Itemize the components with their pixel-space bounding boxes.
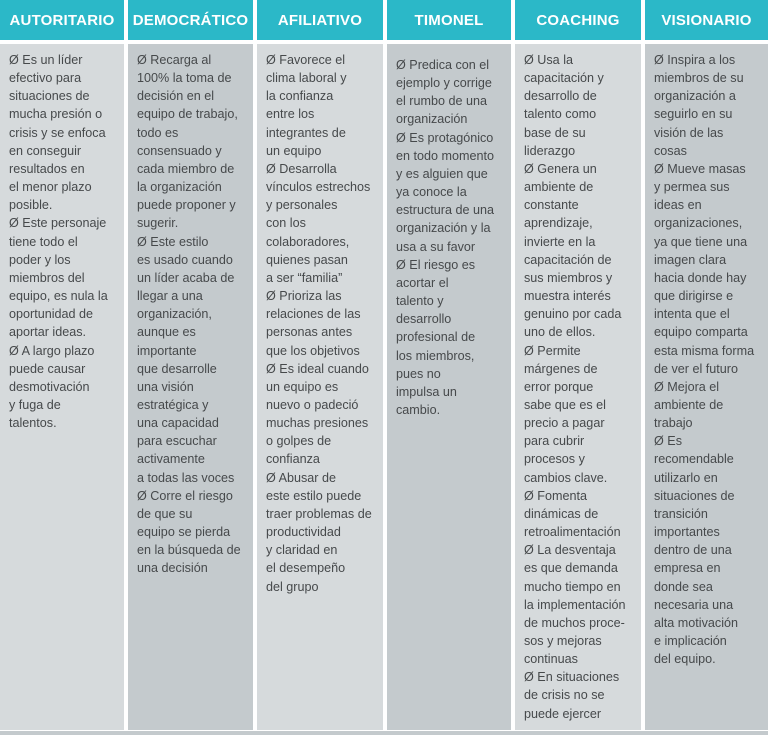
- text-line: genuino por cada: [524, 307, 622, 322]
- text-line: de crisis no se: [524, 688, 605, 703]
- text-line: Ø Es ideal cuando: [266, 361, 369, 376]
- text-line: equipo se pierda: [137, 525, 231, 540]
- column-text: [387, 44, 511, 419]
- text-line: organización y la: [396, 221, 491, 236]
- text-line: resultados en: [9, 161, 85, 176]
- text-line: desmotivación: [9, 379, 90, 394]
- text-line: efectivo para: [9, 71, 82, 86]
- text-line: que dirigirse e: [654, 289, 734, 304]
- text-line: miembros de su: [654, 71, 744, 86]
- text-line: un equipo: [266, 143, 322, 158]
- text-line: 100% la toma de: [137, 71, 232, 86]
- text-line: y fuga de: [9, 397, 61, 412]
- text-line: organización a: [654, 89, 736, 104]
- text-line: un equipo es: [266, 379, 339, 394]
- text-line: muchas presiones: [266, 416, 369, 431]
- text-line: un líder acaba de: [137, 270, 235, 285]
- text-line: Ø Predica con el: [396, 58, 490, 72]
- text-line: Ø Recarga al: [137, 53, 212, 67]
- text-line: de que su: [137, 506, 193, 521]
- text-line: activamente: [137, 452, 205, 467]
- text-line: ejemplo y corrige: [396, 76, 492, 91]
- text-line: en todo momento: [396, 148, 495, 163]
- text-line: que los objetivos: [266, 343, 360, 358]
- text-line: poder y los: [9, 252, 71, 267]
- text-line: Ø Abusar de: [266, 470, 337, 485]
- text-line: recomendable: [654, 452, 734, 467]
- column-timonel: [387, 0, 511, 735]
- text-line: muestra interés: [524, 289, 611, 304]
- text-line: relaciones de las: [266, 307, 361, 322]
- column-coaching: [515, 0, 641, 735]
- text-line: mucho tiempo en: [524, 579, 621, 594]
- text-line: visión de las: [654, 125, 724, 140]
- text-line: es que demanda: [524, 561, 618, 576]
- text-line: cambios clave.: [524, 470, 608, 485]
- text-line: capacitación y: [524, 71, 604, 86]
- column-body: [387, 44, 511, 730]
- text-line: es usado cuando: [137, 252, 233, 267]
- text-line: aunque es: [137, 325, 196, 340]
- text-line: Ø Este estilo: [137, 234, 209, 249]
- text-line: que desarrolle: [137, 361, 217, 376]
- text-line: Ø Mueve masas: [654, 161, 746, 176]
- text-line: organización: [396, 112, 468, 127]
- text-line: el menor plazo: [9, 180, 92, 195]
- text-line: Ø En situaciones: [524, 670, 620, 685]
- text-line: retroalimentación: [524, 525, 621, 540]
- text-line: alta motivación: [654, 615, 738, 630]
- text-line: Ø Genera un: [524, 161, 597, 176]
- text-line: dentro de una: [654, 543, 732, 558]
- text-line: con los: [266, 216, 306, 231]
- text-line: utilizarlo en: [654, 470, 718, 485]
- column-text: [645, 44, 768, 668]
- text-line: base de su: [524, 125, 586, 140]
- text-line: y claridad en: [266, 543, 338, 558]
- column-afiliativo: [257, 0, 383, 735]
- text-line: tiene todo el: [9, 234, 78, 249]
- text-line: los miembros,: [396, 348, 475, 363]
- text-line: personas antes: [266, 325, 353, 340]
- column-header: COACHING: [515, 0, 641, 40]
- text-line: la organización: [137, 180, 222, 195]
- text-line: integrantes de: [266, 125, 346, 140]
- text-line: en la búsqueda de: [137, 543, 241, 558]
- text-line: crisis y se enfoca: [9, 125, 106, 140]
- text-line: Ø Mejora el: [654, 379, 720, 394]
- text-line: estructura de una: [396, 203, 495, 218]
- text-line: ya que tiene una: [654, 234, 748, 249]
- text-line: una visión: [137, 379, 194, 394]
- text-line: Ø El riesgo es: [396, 257, 476, 272]
- text-line: Ø Fomenta: [524, 488, 587, 503]
- text-line: miembros del: [9, 270, 85, 285]
- text-line: el rumbo de una: [396, 94, 488, 109]
- text-line: ya conoce la: [396, 185, 467, 200]
- text-line: trabajo: [654, 416, 693, 431]
- text-line: mucha presión o: [9, 107, 103, 122]
- text-line: la implementación: [524, 597, 626, 612]
- column-header: VISIONARIO: [645, 0, 768, 40]
- text-line: sugerir.: [137, 216, 179, 231]
- text-line: vínculos estrechos: [266, 180, 371, 195]
- text-line: para escuchar: [137, 434, 217, 449]
- column-body: [128, 44, 253, 730]
- text-line: liderazgo: [524, 143, 576, 158]
- text-line: llegar a una: [137, 289, 203, 304]
- text-line: pues no: [396, 366, 441, 381]
- text-line: organizaciones,: [654, 216, 743, 231]
- column-body: [515, 44, 641, 730]
- text-line: talento como: [524, 107, 597, 122]
- text-line: necesaria una: [654, 597, 734, 612]
- column-body: [0, 44, 124, 730]
- text-line: ambiente de: [654, 397, 724, 412]
- text-line: acortar el: [396, 275, 449, 290]
- text-line: talentos.: [9, 416, 57, 431]
- column-text: [0, 44, 124, 432]
- text-line: o golpes de: [266, 434, 332, 449]
- text-line: clima laboral y: [266, 71, 347, 86]
- text-line: organización,: [137, 307, 212, 322]
- text-line: Ø Es protagónico: [396, 130, 494, 145]
- text-line: para cubrir: [524, 434, 585, 449]
- column-header: AUTORITARIO: [0, 0, 124, 40]
- text-line: Ø Inspira a los: [654, 53, 736, 67]
- text-line: invierte en la: [524, 234, 596, 249]
- column-democratico: [128, 0, 253, 735]
- text-line: Ø Este personaje: [9, 216, 107, 231]
- text-line: Ø Es un líder: [9, 53, 83, 67]
- text-line: uno de ellos.: [524, 325, 596, 340]
- text-line: desarrollo: [396, 312, 452, 327]
- text-line: del grupo: [266, 579, 319, 594]
- text-line: Ø Es: [654, 434, 682, 449]
- text-line: todo es: [137, 125, 179, 140]
- text-line: estratégica y: [137, 397, 209, 412]
- column-header: AFILIATIVO: [257, 0, 383, 40]
- text-line: del equipo.: [654, 652, 716, 667]
- text-line: sos y mejoras: [524, 634, 602, 648]
- text-line: seguirlo en su: [654, 107, 733, 122]
- text-line: decisión en el: [137, 89, 215, 104]
- text-line: aportar ideas.: [9, 325, 87, 340]
- column-header: TIMONEL: [387, 0, 511, 40]
- text-line: desarrollo de: [524, 89, 597, 104]
- column-text: [128, 44, 253, 578]
- text-line: ideas en: [654, 198, 702, 213]
- text-line: en conseguir: [9, 143, 82, 158]
- text-line: intenta que el: [654, 307, 730, 322]
- text-line: este estilo puede: [266, 488, 362, 503]
- text-line: hacia donde hay: [654, 270, 747, 285]
- text-line: consensuado y: [137, 143, 222, 158]
- text-line: continuas: [524, 652, 578, 667]
- bottom-strip: [0, 731, 768, 735]
- text-line: error porque: [524, 379, 594, 394]
- column-text: [257, 44, 383, 596]
- text-line: productividad: [266, 525, 341, 540]
- text-line: márgenes de: [524, 361, 598, 376]
- text-line: nuevo o padeció: [266, 397, 359, 412]
- text-line: sabe que es el: [524, 397, 606, 412]
- text-line: donde sea: [654, 579, 713, 594]
- text-line: el desempeño: [266, 561, 346, 576]
- text-line: profesional de: [396, 330, 476, 345]
- text-line: constante: [524, 198, 579, 213]
- text-line: impulsa un: [396, 384, 457, 399]
- text-line: traer problemas de: [266, 506, 372, 521]
- text-line: de muchos proce-: [524, 615, 625, 630]
- text-line: Ø A largo plazo: [9, 343, 95, 358]
- column-text: [515, 44, 641, 723]
- text-line: importantes: [654, 525, 720, 540]
- text-line: y es alguien que: [396, 166, 488, 181]
- column-header: DEMOCRÁTICO: [128, 0, 253, 40]
- text-line: colaboradores,: [266, 234, 350, 249]
- column-autoritario: [0, 0, 124, 735]
- text-line: una capacidad: [137, 416, 219, 431]
- text-line: procesos y: [524, 452, 585, 467]
- column-body: [257, 44, 383, 730]
- text-line: precio a pagar: [524, 416, 605, 431]
- text-line: Ø Desarrolla: [266, 161, 337, 176]
- text-line: confianza: [266, 452, 320, 467]
- text-line: oportunidad de: [9, 307, 94, 322]
- text-line: Ø Favorece el: [266, 53, 346, 67]
- text-line: e implicación: [654, 634, 727, 648]
- text-line: puede ejercer: [524, 706, 602, 721]
- text-line: usa a su favor: [396, 239, 476, 254]
- text-line: importante: [137, 343, 197, 358]
- text-line: sus miembros y: [524, 270, 613, 285]
- text-line: equipo de trabajo,: [137, 107, 238, 122]
- text-line: la confianza: [266, 89, 334, 104]
- text-line: Ø Prioriza las: [266, 289, 342, 304]
- text-line: dinámicas de: [524, 506, 599, 521]
- text-line: Ø Corre el riesgo: [137, 488, 233, 503]
- text-line: y personales: [266, 198, 338, 213]
- text-line: puede proponer y: [137, 198, 236, 213]
- text-line: situaciones de: [9, 89, 90, 104]
- column-visionario: [645, 0, 768, 735]
- text-line: equipo comparta: [654, 325, 748, 340]
- text-line: equipo, es nula la: [9, 289, 108, 304]
- text-line: cada miembro de: [137, 161, 235, 176]
- text-line: esta misma forma: [654, 343, 755, 358]
- text-line: a ser “familia”: [266, 270, 343, 285]
- text-line: cambio.: [396, 402, 441, 417]
- text-line: una decisión: [137, 561, 208, 576]
- text-line: posible.: [9, 198, 53, 213]
- text-line: puede causar: [9, 361, 86, 376]
- text-line: ambiente de: [524, 180, 594, 195]
- text-line: talento y: [396, 294, 444, 309]
- text-line: Ø La desventaja: [524, 543, 616, 558]
- text-line: capacitación de: [524, 252, 612, 267]
- text-line: Ø Permite: [524, 343, 581, 358]
- text-line: y permea sus: [654, 180, 730, 195]
- text-line: quienes pasan: [266, 252, 348, 267]
- text-line: de ver el futuro: [654, 361, 739, 376]
- text-line: transición: [654, 506, 708, 521]
- text-line: aprendizaje,: [524, 216, 593, 231]
- text-line: a todas las voces: [137, 470, 235, 485]
- text-line: cosas: [654, 143, 687, 158]
- column-body: [645, 44, 768, 730]
- text-line: situaciones de: [654, 488, 735, 503]
- text-line: entre los: [266, 107, 315, 122]
- text-line: Ø Usa la: [524, 53, 573, 67]
- text-line: empresa en: [654, 561, 721, 576]
- text-line: imagen clara: [654, 252, 727, 267]
